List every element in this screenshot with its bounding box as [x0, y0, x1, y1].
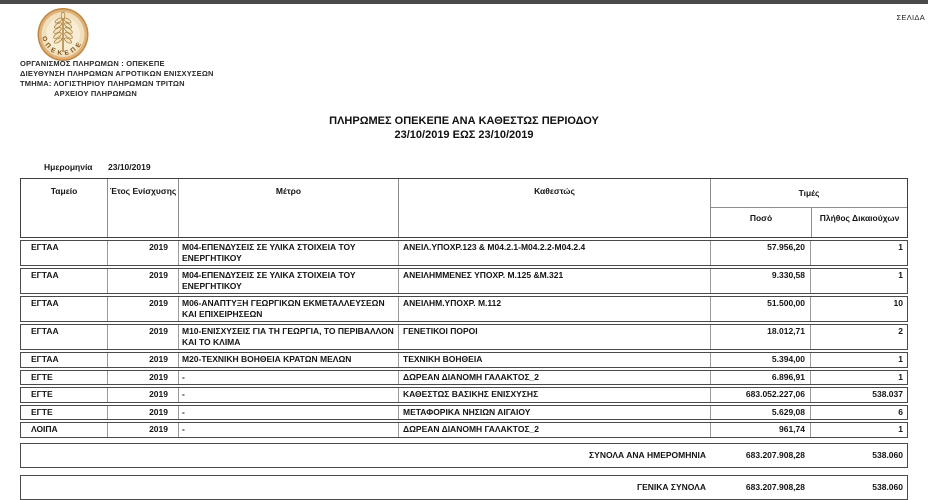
cell-amount: 6.896,91: [710, 371, 810, 385]
cell-year: 2019: [107, 371, 178, 385]
cell-year: 2019: [107, 388, 178, 402]
cell-measure: M04-ΕΠΕΝΔΥΣΕΙΣ ΣΕ ΥΛΙΚΑ ΣΤΟΙΧΕΙΑ ΤΟΥ ΕΝΕΡΓΗΤΙΚΟΥ: [178, 241, 398, 265]
cell-beneficiaries: 1: [810, 269, 907, 293]
cell-beneficiaries: 10: [810, 297, 907, 321]
cell-fund: ΕΓΤΕ: [31, 389, 53, 399]
cell-scheme: ΑΝΕΙΛΗΜΜΕΝΕΣ ΥΠΟΧΡ. Μ.125 &Μ.321: [398, 269, 710, 293]
table-row: [20, 296, 908, 322]
table-row: [20, 370, 908, 386]
cell-scheme: ΑΝΕΙΛΗΜ.ΥΠΟΧΡ. Μ.112: [398, 297, 710, 321]
cell-beneficiaries: 1: [810, 241, 907, 265]
grand-totals-count: 538.060: [872, 481, 903, 492]
cell-year: 2019: [107, 269, 178, 293]
cell-amount: 5.629,08: [710, 406, 810, 420]
cell-fund: ΕΓΤΑΑ: [31, 326, 59, 336]
cell-year: 2019: [107, 423, 178, 437]
cell-beneficiaries: 2: [810, 325, 907, 349]
organization-header: [20, 59, 214, 99]
cell-measure: M04-ΕΠΕΝΔΥΣΕΙΣ ΣΕ ΥΛΙΚΑ ΣΤΟΙΧΕΙΑ ΤΟΥ ΕΝΕΡΓΗΤΙΚΟΥ: [178, 269, 398, 293]
cell-scheme: ΜΕΤΑΦΟΡΙΚΑ ΝΗΣΙΩΝ ΑΙΓΑΙΟΥ: [398, 406, 710, 420]
column-header-beneficiaries: Πλήθος Δικαιούχων: [811, 208, 907, 237]
cell-year: 2019: [107, 353, 178, 367]
cell-amount: 51.500,00: [710, 297, 810, 321]
daily-totals-row: [20, 443, 908, 468]
table-row: [20, 422, 908, 438]
logo-letters: ΟΠΕΚΕΠΕ: [40, 35, 85, 58]
date-label: Ημερομηνία: [44, 162, 93, 172]
table-row: [20, 268, 908, 294]
cell-amount: 57.956,20: [710, 241, 810, 265]
opekepe-logo-icon: [37, 7, 89, 62]
cell-measure: M06-ΑΝΑΠΤΥΞΗ ΓΕΩΡΓΙΚΩΝ ΕΚΜΕΤΑΛΛΕΥΣΕΩΝ ΚΑΙ ΕΠΙΧΕΙΡΗΣΕΩΝ: [178, 297, 398, 321]
cell-measure: M20-ΤΕΧΝΙΚΗ ΒΟΗΘΕΙΑ ΚΡΑΤΩΝ ΜΕΛΩΝ: [178, 353, 398, 367]
report-title: [0, 114, 928, 142]
column-header-measure: Μέτρο: [178, 179, 398, 237]
cell-scheme: ΔΩΡΕΑΝ ΔΙΑΝΟΜΗ ΓΑΛΑΚΤΟΣ_2: [398, 371, 710, 385]
payments-table: [20, 178, 908, 500]
daily-totals-label: ΣΥΝΟΛΑ ΑΝΑ ΗΜΕΡΟΜΗΝΙΑ: [589, 449, 706, 460]
cell-measure: -: [178, 371, 398, 385]
cell-fund: ΕΓΤΑΑ: [31, 298, 59, 308]
cell-amount: 18.012,71: [710, 325, 810, 349]
grand-totals-label: ΓΕΝΙΚΑ ΣΥΝΟΛΑ: [636, 481, 706, 492]
cell-measure: -: [178, 423, 398, 437]
cell-amount: 683.052.227,06: [710, 388, 810, 402]
date-value: 23/10/2019: [108, 162, 151, 172]
cell-fund: ΛΟΙΠΑ: [31, 424, 58, 434]
cell-fund: ΕΓΤΕ: [31, 406, 53, 417]
cell-year: 2019: [107, 297, 178, 321]
wheat-seal-icon: [37, 7, 89, 62]
cell-beneficiaries: 1: [810, 371, 907, 385]
cell-fund: ΕΓΤΑΑ: [31, 270, 59, 280]
cell-beneficiaries: 538.037: [810, 388, 907, 402]
cell-scheme: ΤΕΧΝΙΚΗ ΒΟΗΘΕΙΑ: [398, 353, 710, 367]
grand-totals-amount: 683.207.908,28: [745, 481, 805, 492]
cell-year: 2019: [107, 406, 178, 420]
column-header-fund: Ταμείο: [50, 186, 78, 196]
table-row: [20, 352, 908, 368]
cell-amount: 5.394,00: [710, 353, 810, 367]
column-header-scheme: Καθεστώς: [398, 179, 710, 237]
cell-measure: M10-ΕΝΙΣΧΥΣΕΙΣ ΓΙΑ ΤΗ ΓΕΩΡΓΙΑ, ΤΟ ΠΕΡΙΒΑΛΛΟΝ ΚΑΙ ΤΟ ΚΛΙΜΑ: [178, 325, 398, 349]
report-title-line1: ΠΛΗΡΩΜΕΣ ΟΠΕΚΕΠΕ ΑΝΑ ΚΑΘΕΣΤΩΣ ΠΕΡΙΟΔΟΥ: [329, 115, 599, 127]
daily-totals-amount: 683.207.908,28: [745, 449, 805, 460]
column-header-amount: Ποσό: [749, 213, 773, 223]
daily-totals-count: 538.060: [872, 449, 903, 460]
org-line: ΑΡΧΕΙΟΥ ΠΛΗΡΩΜΩΝ: [54, 89, 137, 98]
cell-beneficiaries: 6: [810, 406, 907, 420]
table-row: [20, 387, 908, 403]
top-window-bar: [0, 0, 928, 4]
values-subheaders: [711, 208, 907, 237]
cell-year: 2019: [107, 325, 178, 349]
table-header-row: [20, 178, 908, 238]
page-number-label: ΣΕΛΙΔΑ: [896, 13, 925, 22]
cell-fund: ΕΓΤΑΑ: [31, 242, 59, 252]
cell-amount: 9.330,58: [710, 269, 810, 293]
cell-amount: 961,74: [710, 423, 810, 437]
org-line: ΟΡΓΑΝΙΣΜΟΣ ΠΛΗΡΩΜΩΝ : ΟΠΕΚΕΠΕ: [20, 59, 165, 68]
org-line: ΔΙΕΥΘΥΝΣΗ ΠΛΗΡΩΜΩΝ ΑΓΡΟΤΙΚΩΝ ΕΝΙΣΧΥΣΕΩΝ: [20, 69, 214, 78]
cell-beneficiaries: 1: [810, 353, 907, 367]
cell-beneficiaries: 1: [810, 423, 907, 437]
column-header-values: Τιμές: [711, 179, 907, 208]
cell-scheme: ΚΑΘΕΣΤΩΣ ΒΑΣΙΚΗΣ ΕΝΙΣΧΥΣΗΣ: [398, 388, 710, 402]
cell-scheme: ΓΕΝΕΤΙΚΟΙ ΠΟΡΟΙ: [398, 325, 710, 349]
table-body: [20, 240, 908, 438]
date-line: [44, 162, 151, 172]
report-title-line2: 23/10/2019 ΕΩΣ 23/10/2019: [394, 129, 534, 141]
cell-fund: ΕΓΤΕ: [31, 371, 53, 382]
table-row: [20, 405, 908, 421]
table-row: [20, 240, 908, 266]
cell-measure: -: [178, 406, 398, 420]
column-header-values-group: [710, 179, 907, 237]
column-header-year: Έτος Ενίσχυσης: [107, 179, 178, 237]
table-row: [20, 324, 908, 350]
cell-scheme: ΔΩΡΕΑΝ ΔΙΑΝΟΜΗ ΓΑΛΑΚΤΟΣ_2: [398, 423, 710, 437]
org-line: ΤΜΗΜΑ: ΛΟΓΙΣΤΗΡΙΟΥ ΠΛΗΡΩΜΩΝ ΤΡΙΤΩΝ: [20, 79, 185, 88]
cell-measure: -: [178, 388, 398, 402]
cell-scheme: ΑΝΕΙΛ.ΥΠΟΧΡ.123 & M04.2.1-M04.2.2-M04.2.4: [398, 241, 710, 265]
grand-totals-row: [20, 475, 908, 500]
cell-year: 2019: [107, 241, 178, 265]
cell-fund: ΕΓΤΑΑ: [31, 354, 59, 364]
